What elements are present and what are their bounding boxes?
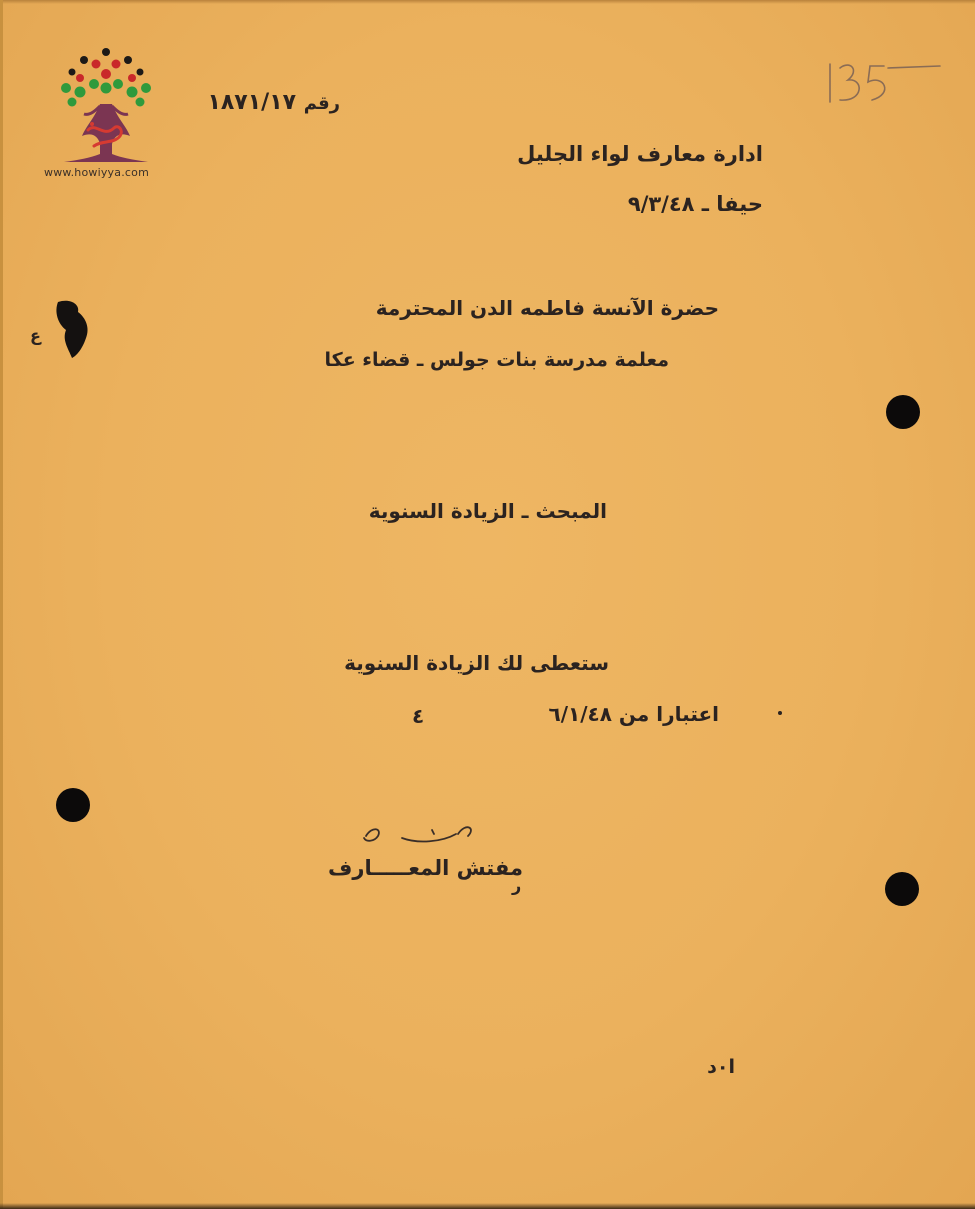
reference-number: ١٨٧١/١٧ bbox=[207, 90, 297, 115]
reference-label: رقم bbox=[303, 93, 340, 114]
subject-line: المبحث ـ الزيادة السنوية bbox=[368, 499, 607, 523]
folio-number bbox=[824, 58, 944, 108]
signature-scribble bbox=[362, 820, 478, 850]
bullet-dot bbox=[778, 711, 782, 715]
howiyya-tree-logo-icon bbox=[44, 44, 168, 184]
issuing-office: ادارة معارف لواء الجليل bbox=[517, 142, 763, 166]
addressee-position: معلمة مدرسة بنات جولس ـ قضاء عكا bbox=[324, 349, 669, 371]
place-date: حيفا ـ ٩/٣/٤٨ bbox=[627, 192, 763, 216]
page-top-edge bbox=[0, 0, 975, 4]
amount-mark: ٤ bbox=[412, 704, 425, 728]
reference-line bbox=[180, 90, 340, 115]
page-bottom-edge bbox=[0, 1203, 975, 1209]
punch-hole-left bbox=[56, 788, 90, 822]
signature-title: مفتش المعـــــارف bbox=[328, 856, 523, 880]
footer-initials: ا٠د bbox=[707, 1056, 735, 1078]
punch-hole-right-upper bbox=[886, 395, 920, 429]
binding-mark bbox=[50, 298, 92, 360]
body-line-2: اعتبارا من ٦/١/٤٨ bbox=[548, 702, 719, 726]
punch-hole-right-lower bbox=[885, 872, 919, 906]
margin-mark: ع bbox=[30, 326, 41, 345]
addressee-name: حضرة الآنسة فاطمه الدن المحترمة bbox=[375, 296, 719, 320]
page-left-edge bbox=[0, 0, 3, 1209]
signature-mark: ر bbox=[512, 876, 522, 895]
body-line-1: ستعطى لك الزيادة السنوية bbox=[344, 651, 609, 675]
logo-url: www.howiyya.com bbox=[44, 166, 149, 179]
